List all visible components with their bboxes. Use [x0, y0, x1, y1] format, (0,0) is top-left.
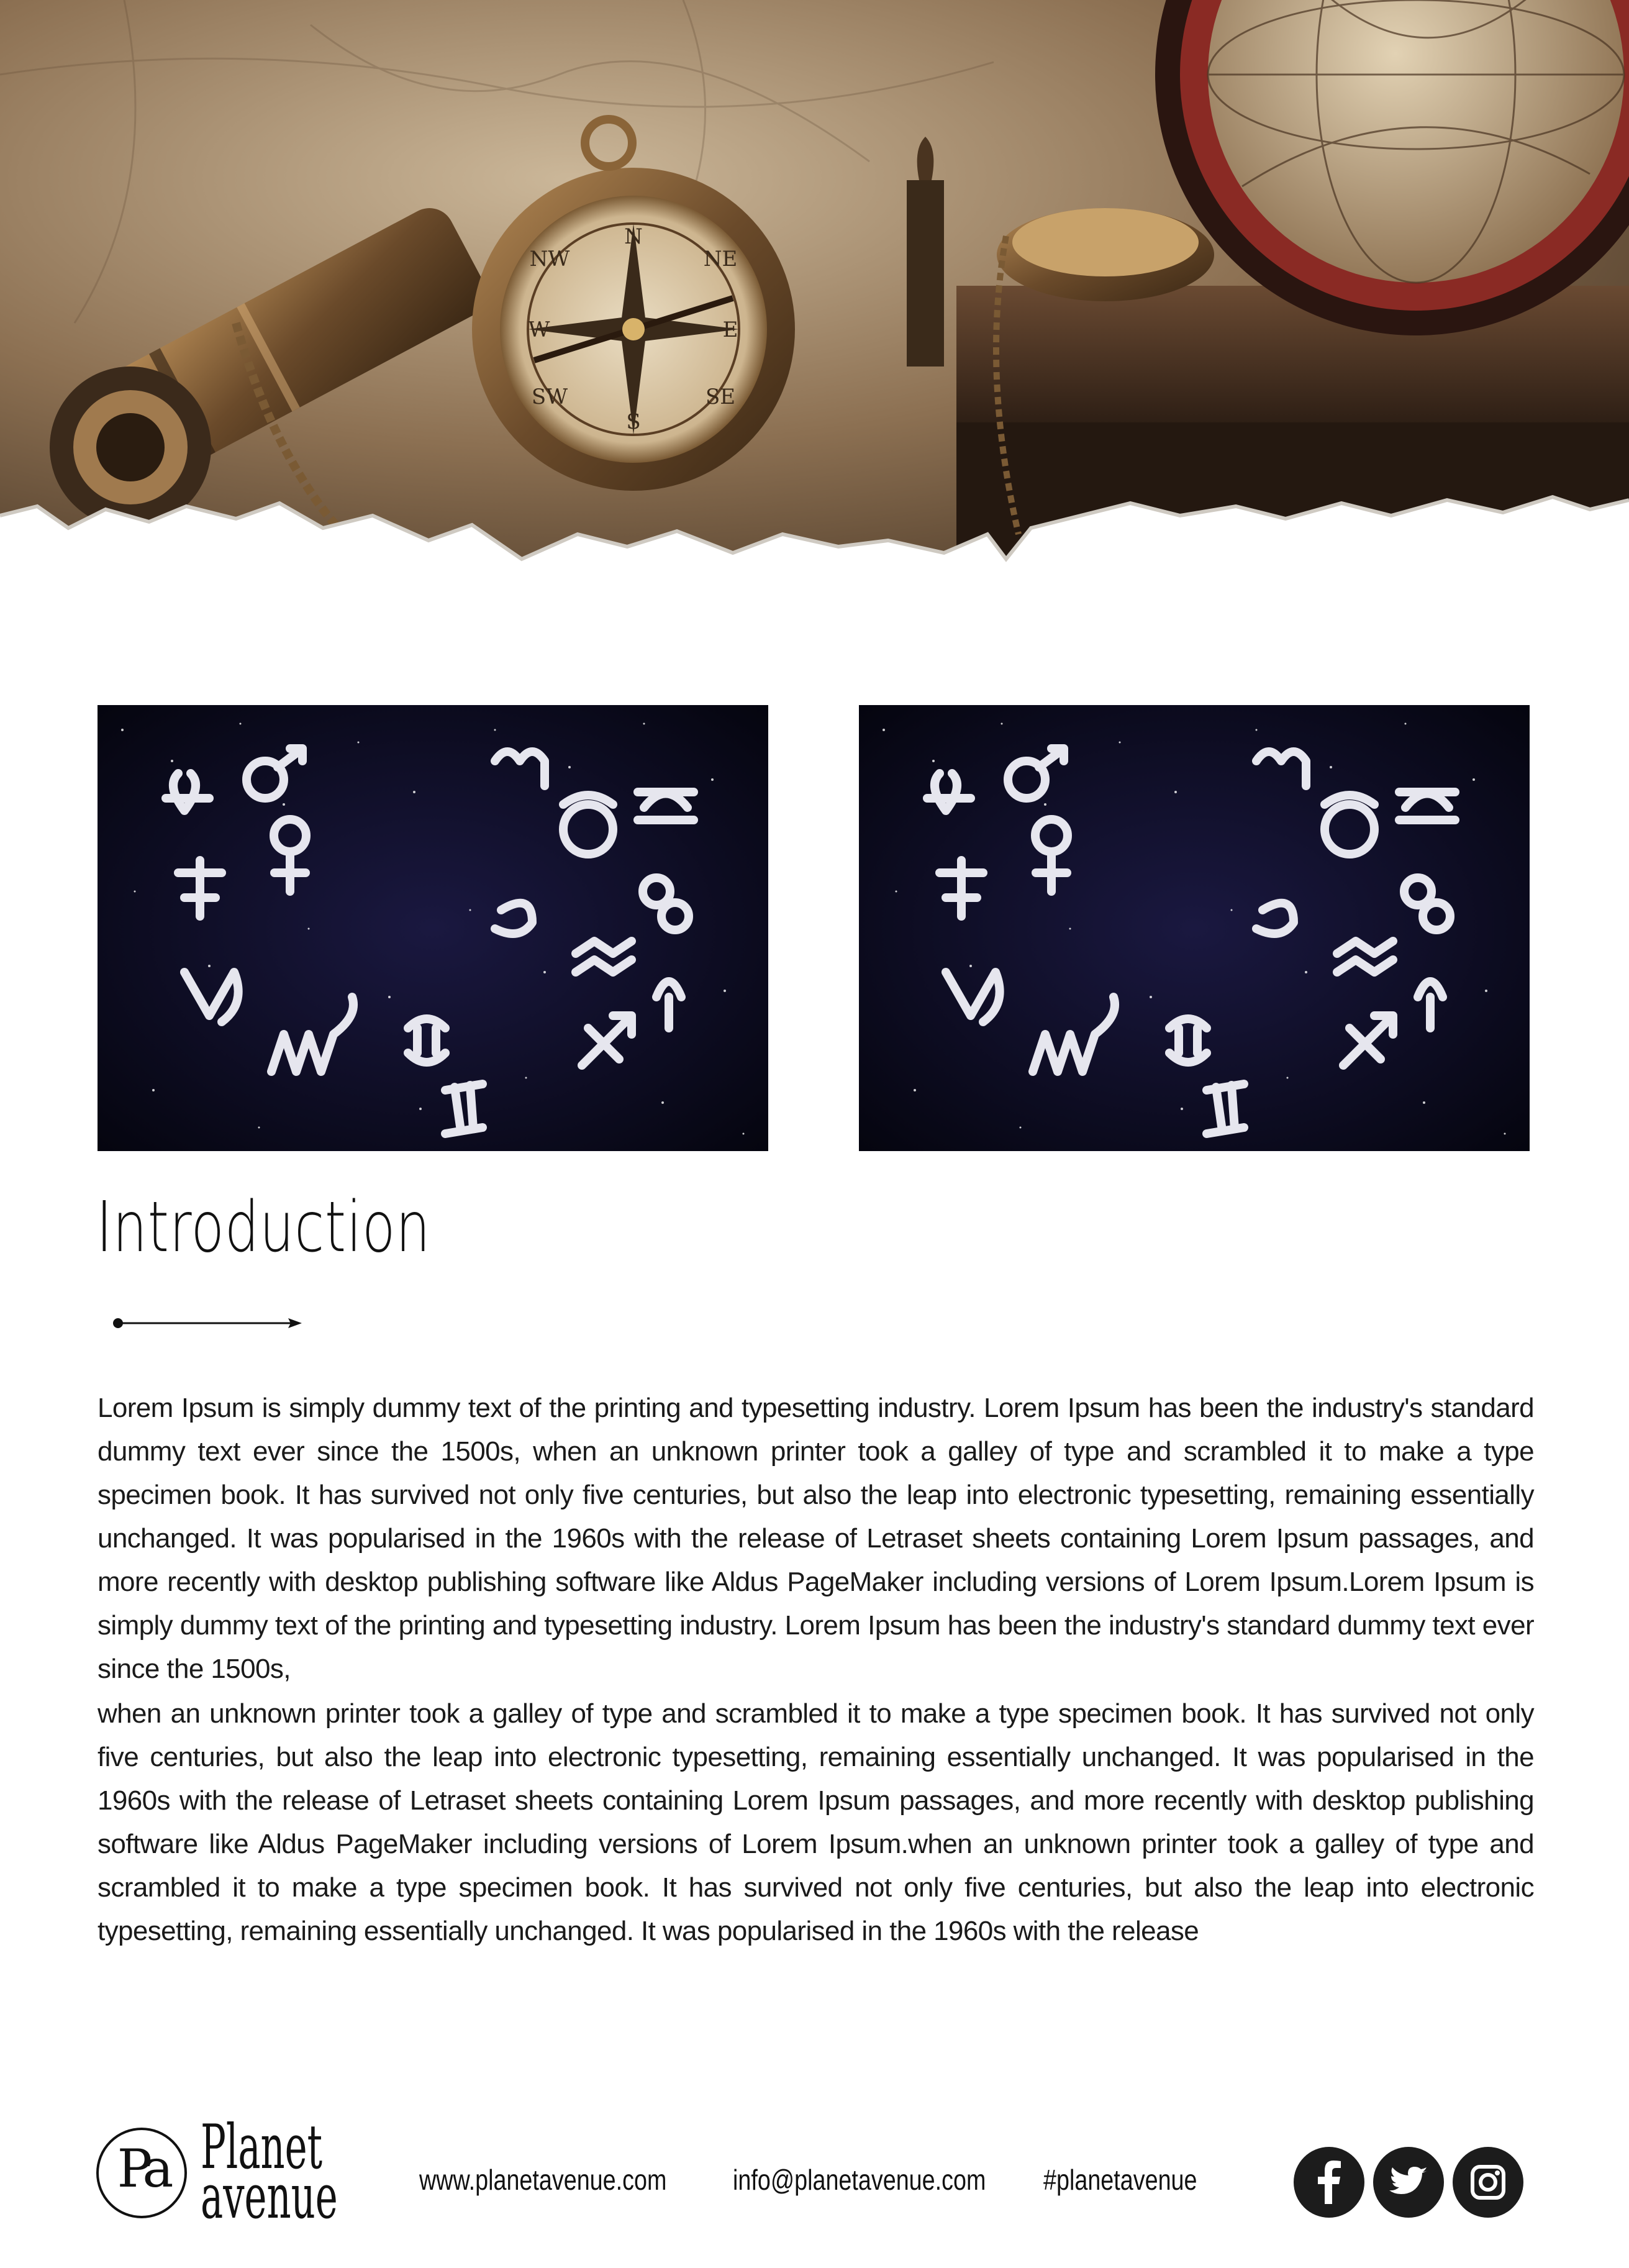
footer: [0, 2112, 1629, 2236]
email-link[interactable]: info@planetavenue.com: [733, 2164, 986, 2196]
logo-wordmark: [201, 2112, 338, 2233]
compass-letter-ne: NE: [703, 247, 738, 271]
compass-letter-w: W: [528, 317, 550, 342]
hero-photo: [0, 0, 1629, 596]
hero-image: [0, 0, 1629, 596]
facebook-icon[interactable]: [1294, 2147, 1364, 2218]
section-title: Introduction: [96, 1187, 431, 1268]
zodiac-sky-image: [98, 705, 768, 1151]
logo-mark: [96, 2128, 187, 2218]
zodiac-photo-left: [98, 705, 768, 1151]
instagram-icon[interactable]: [1453, 2147, 1523, 2218]
compass-letter-se: SE: [705, 385, 736, 409]
compass-letter-sw: SW: [531, 385, 568, 409]
body-paragraph: Lorem Ipsum is simply dummy text of the printing and typesetting industry. Lorem Ipsum has been the industry's standard dummy text ever since the 1500s, when an unknown printer took a galley of type and scrambled it to make a type specimen book. It has survived not only five centuries, but also the leap into electronic typesetting, remaining essentially unchanged. It was popularised in the 1960s with the release of Letraset sheets containing Lorem Ipsum passages, and more recently with desktop publishing software like Aldus PageMaker including versions of Lorem Ipsum.Lorem Ipsum is simply dummy text of the printing and typesetting industry. Lorem Ipsum has been the industry's standard dummy text ever since the 1500s,: [98, 1393, 1534, 1684]
compass-letter-s: S: [626, 409, 641, 434]
twitter-icon[interactable]: [1373, 2147, 1444, 2218]
website-link[interactable]: www.planetavenue.com: [419, 2164, 667, 2196]
planet-avenue-logo: [96, 2112, 370, 2233]
arrow-divider-icon: [112, 1316, 304, 1331]
hashtag-text: #planetavenue: [1043, 2164, 1197, 2196]
logo-monogram: Pa: [117, 2138, 166, 2199]
zodiac-sky-image: [859, 705, 1530, 1151]
body-paragraph: when an unknown printer took a galley of type and scrambled it to make a type specimen book. It has survived not only five centuries, but also the leap into electronic typesetting, remaining essentially unchanged. It was popularised in the 1960s with the release of Letraset sheets containing Lorem Ipsum passages, and more recently with desktop publishing software like Aldus PageMaker including versions of Lorem Ipsum.when an unknown printer took a galley of type and scrambled it to make a type specimen book. It has survived not only five centuries, but also the leap into electronic typesetting, remaining essentially unchanged. It was popularised in the 1960s with the release: [98, 1698, 1534, 1946]
compass-letter-e: E: [722, 317, 738, 342]
zodiac-photo-right: [859, 705, 1530, 1151]
logo-word-planet: Planet: [201, 2112, 323, 2183]
compass-letter-nw: NW: [529, 247, 570, 271]
logo-word-avenue: avenue: [201, 2162, 338, 2233]
compass-letter-n: N: [624, 224, 643, 249]
